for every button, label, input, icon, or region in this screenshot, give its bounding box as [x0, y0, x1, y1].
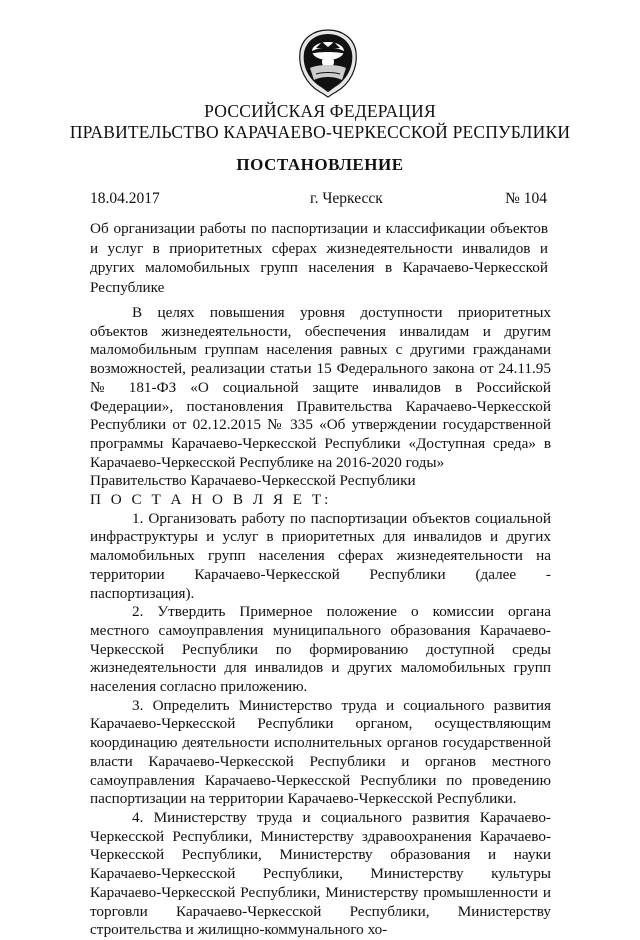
- preamble-paragraph: В целях повышения уровня доступности приоритетных объектов жизнедеятельности, обеспечения инвалидам и другим маломобильным группам населения равных с другими гражданами возможностей, реализации статьи 15 Федерального закона от 24.11.95 № 181-ФЗ «О социальной защите инвалидов в Российской Федерации», постановления Правительства Карачаево-Черкесской Республики от 02.12.2015 № 335 «Об утверждении государственной программы Карачаево-Черкесской Республики «Доступная среда» в Карачаево-Черкесской Республике на 2016-2020 годы»: [90, 304, 551, 471]
- item-paragraph: 3. Определить Министерство труда и социального развития Карачаево-Черкесской Республики органом, осуществляющим координацию деятельности исполнительных органов государственной власти Карачаево-Черкесской Республики и органов местного самоуправления Карачаево-Черкесской Республики по проведению паспортизации на территории Карачаево-Черкесской Республики.: [90, 696, 551, 808]
- document-body: [90, 304, 551, 940]
- header-government: ПРАВИТЕЛЬСТВО КАРАЧАЕВО-ЧЕРКЕССКОЙ РЕСПУБЛИКИ: [69, 122, 571, 142]
- document-subject: Об организации работы по паспортизации и классификации объектов и услуг в приоритетных сферах жизнедеятельности инвалидов и других маломобильных групп населения в Карачаево-Черкесской Республике: [90, 220, 548, 296]
- header-country: РОССИЙСКАЯ ФЕДЕРАЦИЯ: [204, 101, 436, 121]
- item-paragraph: 4. Министерству труда и социального развития Карачаево-Черкесской Республики, Министерству здравоохранения Карачаево-Черкесской Республики, Министерству образования и науки Карачаево-Черкесской Республики, Министерству культуры Карачаево-Черкесской Республики, Министерству промышленности и торговли Карачаево-Черкесской Республики, Министерству строительства и жилищно-коммунального хо-: [90, 808, 551, 939]
- document-date: 18.04.2017: [90, 190, 160, 207]
- emblem-icon: [296, 28, 360, 98]
- item-paragraph: 2. Утвердить Примерное положение о комиссии органа местного самоуправления муниципального образования Карачаево-Черкесской Республики по формированию доступной среды жизнедеятельности для инвалидов и других маломобильных групп населения согласно приложению.: [90, 603, 551, 696]
- resolves-heading: П О С Т А Н О В Л Я Е Т:: [90, 491, 332, 509]
- issuer-line: Правительство Карачаево-Черкесской Республики: [90, 472, 416, 490]
- document-type-title: ПОСТАНОВЛЕНИЕ: [236, 155, 404, 174]
- item-paragraph: 1. Организовать работу по паспортизации объектов социальной инфраструктуры и услуг в приоритетных для инвалидов и других маломобильных групп населения сферах жизнедеятельности на территории Карачаево-Черкесской Республики (далее - паспортизация).: [90, 509, 551, 602]
- document-number: № 104: [505, 190, 547, 207]
- document-city: г. Черкесск: [310, 190, 383, 207]
